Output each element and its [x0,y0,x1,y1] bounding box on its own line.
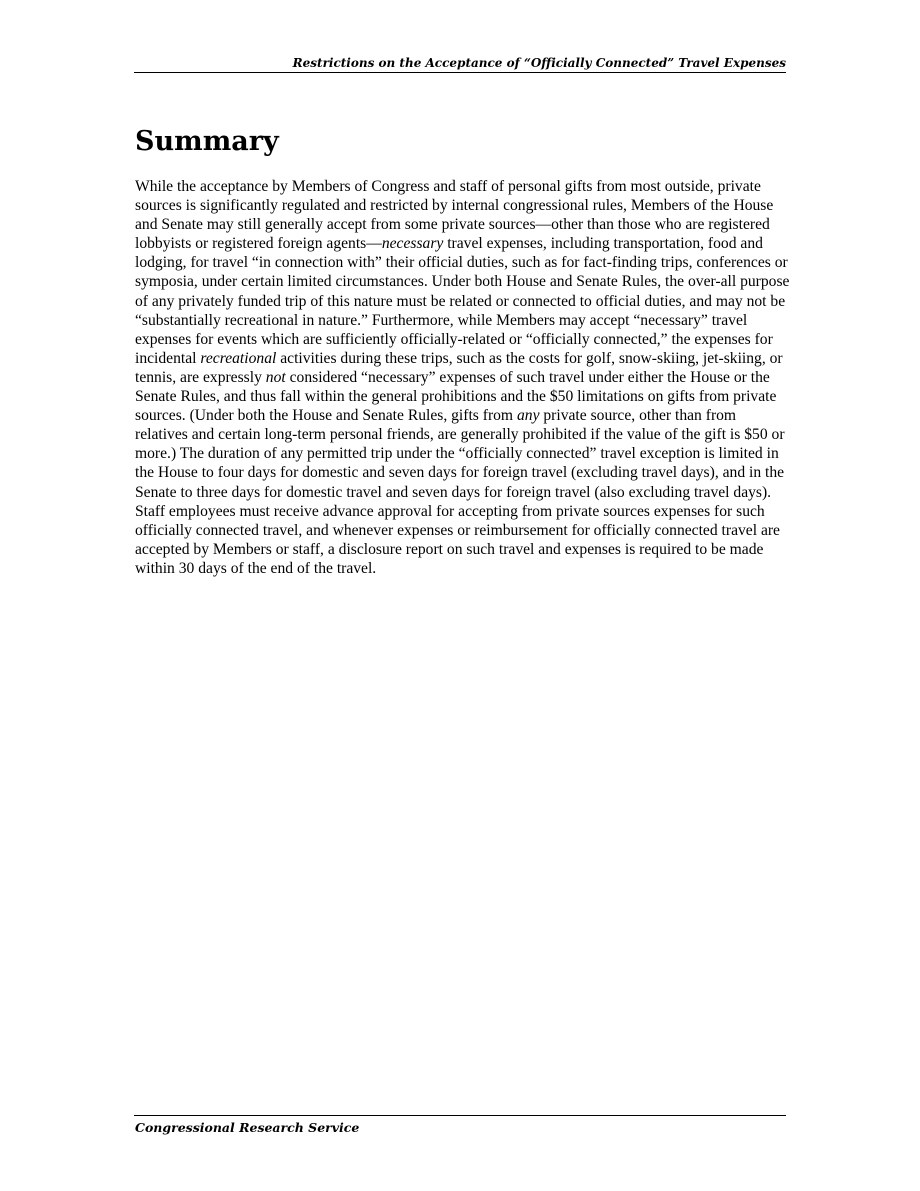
section-heading: Summary [135,126,279,157]
summary-text: considered “necessary” expenses of such travel under either the House or the Senate Rules, and thus fall within the general prohibitions and the $50 limitations on gifts from private sources. (Under both the House and Senate Rules, gifts from [135,368,777,425]
summary-text: While the acceptance by Members of Congress and staff of personal gifts from most outside, private sources is significantly regulated and restricted by internal congressional rules, Members of the House and Senate may still generally accept from some private sources—other than those who are registered lobbyists or registered foreign agents— [135,178,774,253]
header-rule [134,72,786,73]
summary-paragraph [135,177,790,578]
summary-text: private source, other than from relatives and certain long-term personal friends, are generally prohibited if the value of the gift is $50 or more.) The duration of any permitted trip under the “officially connected” travel exception is limited in the House to four days for domestic and seven days for foreign travel (excluding travel days), and in the Senate to three days for domestic travel and seven days for foreign travel (also excluding travel days). Staff employees must receive advance approval for accepting from private sources expenses for such officially connected travel, and whenever expenses or reimbursement for officially connected travel are accepted by Members or staff, a disclosure report on such travel and expenses is required to be made within 30 days of the end of the travel. [135,407,785,577]
emphasis-any: any [516,407,540,425]
emphasis-recreational: recreational [200,349,277,367]
emphasis-necessary: necessary [381,235,444,253]
summary-text: activities during these trips, such as the costs for golf, snow-skiing, jet-skiing, or tennis, are expressly [135,349,783,386]
emphasis-not: not [265,368,286,386]
summary-text: travel expenses, including transportation, food and lodging, for travel “in connection with” their official duties, such as for fact-finding trips, conferences or symposia, under certain limited circumstances. Under both House and Senate Rules, the over-all purpose of any privately funded trip of this nature must be related or connected to official duties, and may not be “substantially recreational in nature.” Furthermore, while Members may accept “necessary” travel expenses for events which are sufficiently officially-related or “officially connected,” the expenses for incidental [135,235,790,367]
footer-rule [134,1115,786,1116]
running-footer: Congressional Research Service [135,1120,360,1135]
running-header: Restrictions on the Acceptance of “Officially Connected” Travel Expenses [292,56,786,70]
